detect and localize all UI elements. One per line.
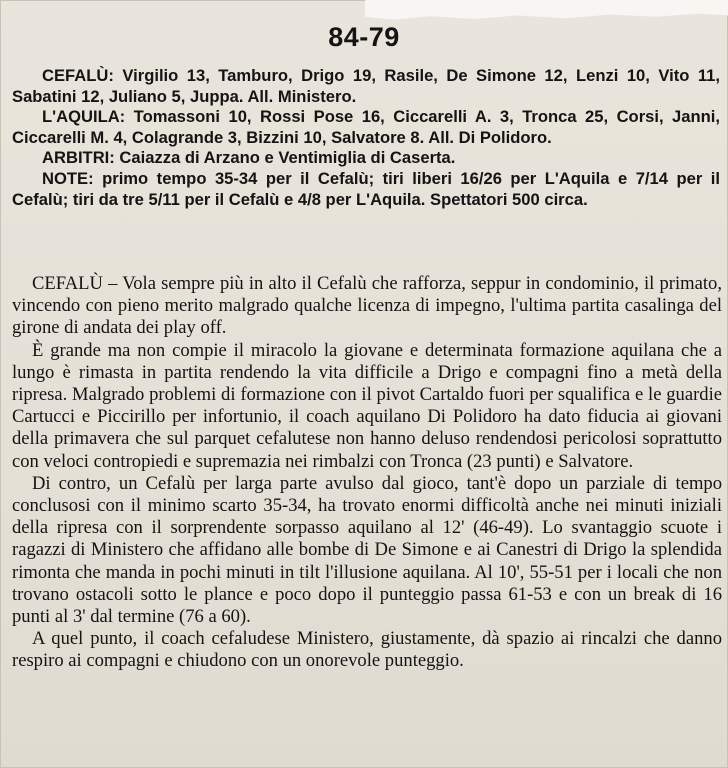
- aquila-lineup: L'AQUILA: Tomassoni 10, Rossi Pose 16, Ciccarelli A. 3, Tronca 25, Corsi, Janni, Ciccarelli M. 4, Colagrande 3, Bizzini 10, Salvatore 8. All. Di Polidoro.: [12, 107, 720, 147]
- article-paragraph-1: CEFALÙ – Vola sempre più in alto il Cefalù che rafforza, seppur in condominio, il primato, vincendo con pieno merito malgrado qualche licenza di impegno, l'ultima partita casalinga del girone di andata dei play off.: [12, 273, 722, 339]
- referees-line: ARBITRI: Caiazza di Arzano e Ventimiglia di Caserta.: [42, 148, 456, 168]
- final-score-headline: 84-79: [328, 22, 400, 52]
- game-notes: NOTE: primo tempo 35-34 per il Cefalù; tiri liberi 16/26 per L'Aquila e 7/14 per il Cefalù; tiri da tre 5/11 per il Cefalù e 4/8 per L'Aquila. Spettatori 500 circa.: [12, 168, 720, 209]
- box-score: [12, 66, 720, 210]
- cefalu-lineup: CEFALÙ: Virgilio 13, Tamburo, Drigo 19, Rasile, De Simone 12, Lenzi 10, Vito 11, Sabatini 12, Juliano 5, Juppa. All. Ministero.: [12, 66, 720, 106]
- article-paragraph-3: Di contro, un Cefalù per larga parte avulso dal gioco, tant'è dopo un parziale di tempo conclusosi con il minimo scarto 35-34, ha trovato enormi difficoltà anche nei minuti iniziali della ripresa con il sorprendente sorpasso aquilano al 12' (46-49). Lo svantaggio scuote i ragazzi di Ministero che affidano alle bombe di De Simone e ai Canestri di Drigo la splendida rimonta che manda in pochi minuti in tilt l'illusione aquilana. Al 10', 55-51 per i locali che non trovano ostacoli sotto le plance e poco dopo il punteggio passa 61-53 e con un break di 16 punti al 3' dal termine (76 a 60).: [12, 472, 722, 628]
- article-body: [12, 273, 722, 673]
- article-paragraph-4: A quel punto, il coach cefaludese Ministero, giustamente, dà spazio ai rincalzi che danno respiro ai compagni e chiudono con un onorevole punteggio.: [12, 628, 722, 672]
- article-paragraph-2: È grande ma non compie il miracolo la giovane e determinata formazione aquilana che a lungo è rimasta in partita rendendo la vita difficile a Drigo e compagni fino a metà della ripresa. Malgrado problemi di formazione con il pivot Cartaldo fuori per squalifica e le guardie Cartucci e Piccirillo per infortunio, il coach aquilano Di Polidoro ha dato fiducia ai giovani della primavera che sul parquet cefalutese non hanno deluso rendendosi pericolosi soprattutto con veloci contropiedi e supremazia nei rimbalzi con Tronca (23 punti) e Salvatore.: [12, 339, 722, 472]
